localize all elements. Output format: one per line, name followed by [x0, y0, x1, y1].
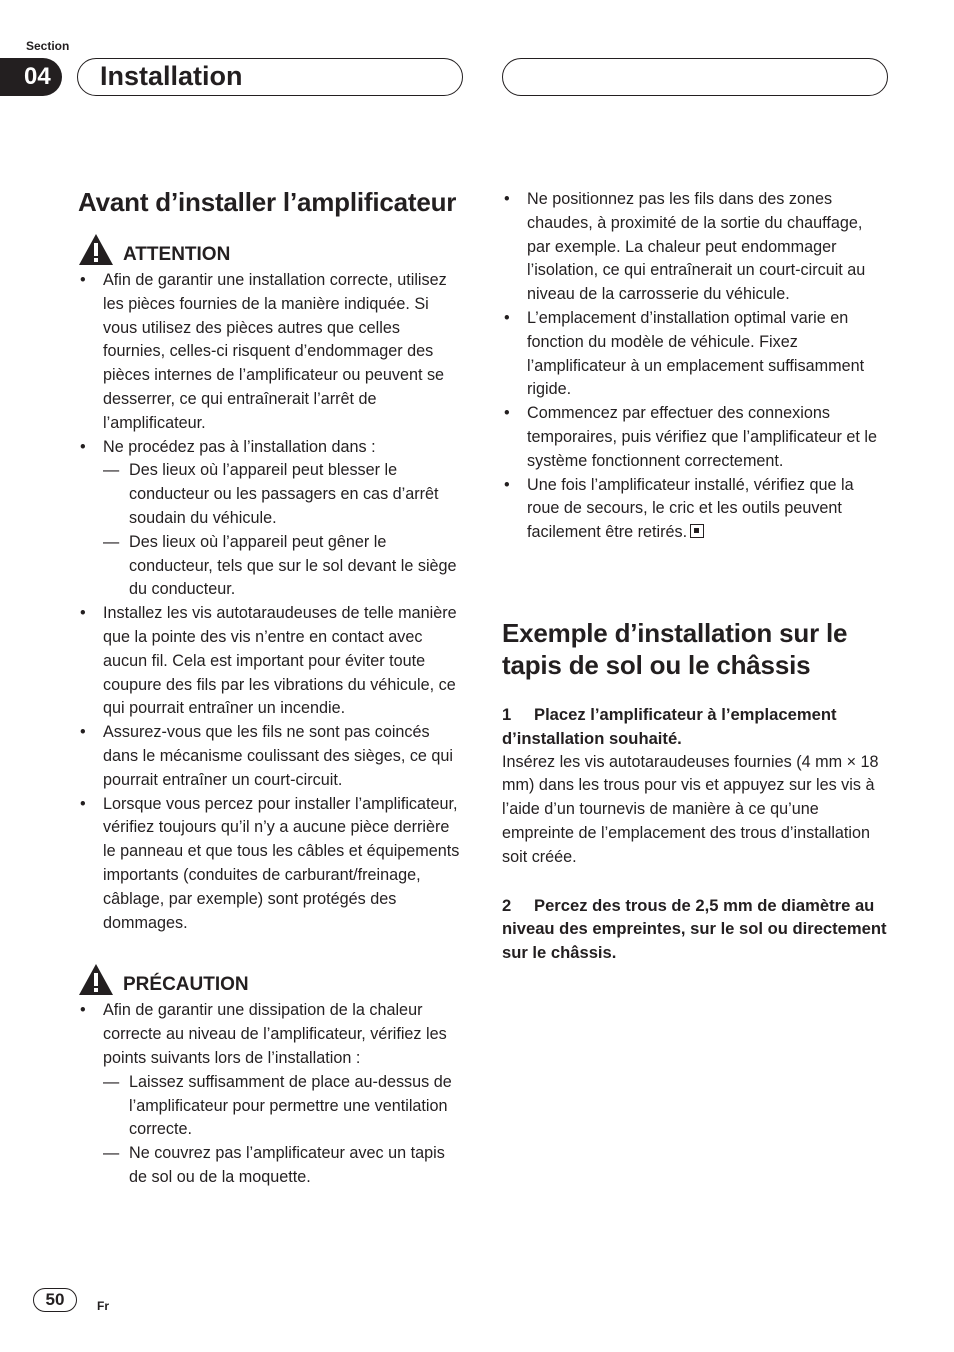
precaution-header — [78, 963, 466, 996]
warning-triangle-icon — [78, 233, 114, 266]
sub-list-item: — Des lieux où l’appareil peut gêner le conducteur, tels que sur le sol devant le siège du conducteur. — [103, 531, 466, 602]
section-heading-before-install: Avant d’installer l’amplificateur — [78, 187, 457, 217]
sub-list-item: — Ne couvrez pas l’amplificateur avec un tapis de sol ou de la moquette. — [103, 1142, 466, 1190]
list-item: • Commencez par effectuer des connexions temporaires, puis vérifiez que l’amplificateur et le système fonctionnent correctement. — [502, 402, 890, 473]
step-2 — [502, 894, 890, 965]
list-item: • Afin de garantir une installation correcte, utilisez les pièces fournies de la manière indiquée. Si vous utilisez des pièces autres que celles fournies, celles-ci risquent d’endommager des pièces internes de l’amplificateur ou peuvent se desserrer, ce qui entraînerait l’arrêt de l’amplificateur. — [78, 269, 466, 436]
sub-list-item: — Laissez suffisamment de place au-dessus de l’amplificateur pour permettre une ventilation correcte. — [103, 1071, 466, 1142]
precaution-label: PRÉCAUTION — [123, 974, 249, 996]
step-number: 2 — [502, 895, 512, 915]
attention-label: ATTENTION — [123, 244, 231, 265]
end-mark-icon — [690, 524, 704, 538]
list-item: • Une fois l’amplificateur installé, vérifiez que la roue de secours, le cric et les outils peuvent facilement être retirés. — [502, 474, 890, 545]
language-code: Fr — [97, 1299, 109, 1313]
step-1 — [502, 703, 890, 870]
section-heading-install-example: Exemple d’installation sur le tapis de sol ou le châssis — [502, 617, 848, 680]
list-item: • Ne procédez pas à l’installation dans : — Des lieux où l’appareil peut blesser le conducteur ou les passagers en cas d’arrêt soudain du véhicule. — Des lieux où l’appareil peut gêner le conducteur, tels que sur le sol devant le siège du conducteur. — [78, 436, 466, 603]
header-blank-pill — [502, 58, 888, 96]
step-body: Insérez les vis autotaraudeuses fournies (4 mm × 18 mm) dans les trous pour vis et appuyez sur les vis à l’aide d’un tournevis de manière à ce qu’une empreinte de l’emplacement des trous d’installation soit créée. — [502, 752, 879, 866]
precaution-list — [78, 999, 466, 1189]
section-label: Section — [26, 39, 70, 53]
section-title: Installation — [77, 58, 463, 96]
page-number: 50 — [33, 1288, 77, 1312]
step-title: 1 Placez l’amplificateur à l’emplacement d’installation souhaité. — [502, 704, 837, 748]
list-item: • Assurez-vous que les fils ne sont pas coincés dans le mécanisme coulissant des sièges, ce qui pourrait entraîner un court-circuit. — [78, 721, 466, 792]
section-number-badge: 04 — [0, 58, 62, 96]
list-item: • Installez les vis autotaraudeuses de telle manière que la pointe des vis n’entre en contact avec aucun fil. Cela est important pour éviter toute coupure des fils par les vibrations du véhicule, ce qui pourrait entraîner un incendie. — [78, 602, 466, 721]
right-column — [502, 188, 890, 965]
attention-list — [78, 269, 466, 935]
attention-header — [78, 233, 466, 266]
sub-list — [103, 459, 466, 602]
list-item: • L’emplacement d’installation optimal varie en fonction du modèle de véhicule. Fixez l’amplificateur à un emplacement suffisamment rigide. — [502, 307, 890, 402]
precaution-continued-list — [502, 188, 890, 545]
warning-triangle-icon — [78, 963, 114, 996]
step-number: 1 — [502, 704, 512, 724]
list-item: • Ne positionnez pas les fils dans des zones chaudes, à proximité de la sortie du chauffage, par exemple. La chaleur peut endommager l’isolation, ce qui entraînerait un court-circuit au niveau de la carrosserie du véhicule. — [502, 188, 890, 307]
list-item: • Afin de garantir une dissipation de la chaleur correcte au niveau de l’amplificateur, vérifiez les points suivants lors de l’installation : — Laissez suffisamment de place au-dessus de l’amplificateur pour permettre une ventilation correcte. — Ne couvrez pas l’amplificateur avec un tapis de sol ou de la moquette. — [78, 999, 466, 1189]
sub-list — [103, 1071, 466, 1190]
left-column — [78, 186, 466, 1190]
list-item: • Lorsque vous percez pour installer l’amplificateur, vérifiez toujours qu’il n’y a aucune pièce derrière le panneau et que tous les câbles et équipements importants (conduites de carburant/freinage, câblage, par exemple) sont protégés des dommages. — [78, 793, 466, 936]
sub-list-item: — Des lieux où l’appareil peut blesser le conducteur ou les passagers en cas d’arrêt soudain du véhicule. — [103, 459, 466, 530]
step-title: 2 Percez des trous de 2,5 mm de diamètre au niveau des empreintes, sur le sol ou directement sur le châssis. — [502, 895, 887, 963]
